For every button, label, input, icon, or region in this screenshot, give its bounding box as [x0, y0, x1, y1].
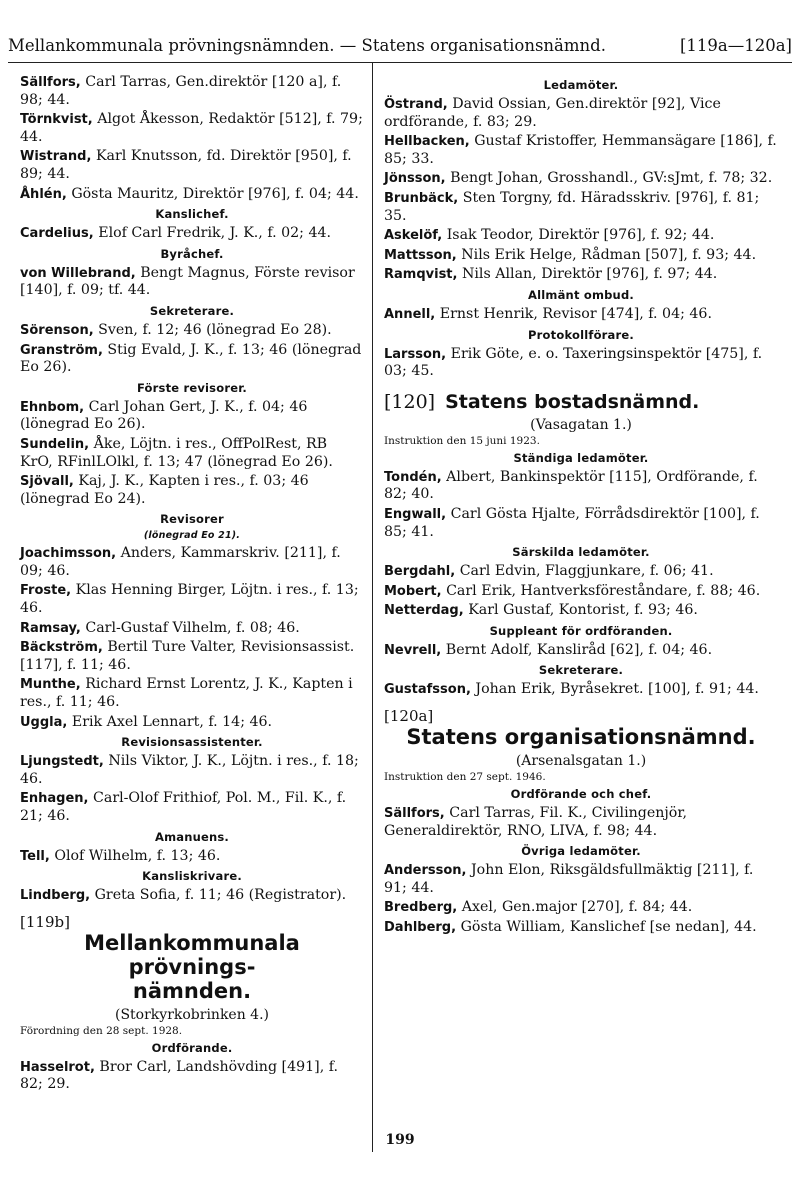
person-details: Richard Ernst Lorentz, J. K., Kapten i res., f. 11; 46.: [20, 676, 353, 711]
person-details: Sven, f. 12; 46 (lönegrad Eo 28).: [98, 321, 332, 338]
section-heading: Ledamöter.: [543, 78, 619, 92]
person-name: Sällfors,: [384, 806, 445, 822]
person-entry: [20, 714, 364, 732]
person-name: Cardelius,: [20, 226, 94, 242]
person-details: Anders, Kammarskriv. [211], f. 09; 46.: [20, 545, 341, 579]
person-entry: [384, 583, 778, 601]
person-details: Gustaf Kristoffer, Hemmansägare [186], f. 85; 33.: [384, 133, 777, 167]
person-name: Wistrand,: [20, 149, 92, 165]
person-entry: [20, 848, 364, 866]
section-heading: Byråchef.: [160, 246, 224, 261]
person-entry: [20, 753, 364, 788]
person-details: Johan Erik, Byråsekret. [100], f. 91; 44.: [475, 681, 759, 698]
person-details: Olof Wilhelm, f. 13; 46.: [54, 847, 221, 864]
person-name: Netterdag,: [384, 603, 464, 619]
person-details: Bertil Ture Valter, Revisionsassist. [117], f. 11; 46.: [20, 639, 355, 673]
person-name: Törnkvist,: [20, 112, 93, 128]
person-name: Östrand,: [384, 97, 448, 112]
section-heading: Ordförande.: [151, 1040, 233, 1055]
person-name: Sjövall,: [20, 474, 74, 490]
section-heading: Amanuens.: [154, 829, 230, 844]
section-heading: Ständiga ledamöter.: [513, 450, 649, 465]
person-details: Carl-Gustaf Vilhelm, f. 08; 46.: [85, 619, 300, 636]
page-number: 199: [385, 1132, 415, 1148]
person-details: John Elon, Riksgäldsfullmäktig [211], f. 91; 44.: [384, 862, 754, 896]
section-heading: Protokollförare.: [528, 327, 634, 342]
column-divider: [372, 62, 373, 1152]
person-name: Hasselrot,: [20, 1059, 95, 1075]
person-entry: [20, 265, 364, 300]
person-entry: [20, 676, 364, 711]
person-name: Ljungstedt,: [20, 754, 104, 770]
person-name: Enhagen,: [20, 791, 89, 807]
person-details: Ernst Henrik, Revisor [474], f. 04; 46.: [439, 305, 712, 322]
section-code: [119b]: [20, 912, 70, 931]
person-details: Greta Sofia, f. 11; 46 (Registrator).: [94, 887, 347, 904]
person-entry: [20, 545, 364, 580]
person-name: Joachimsson,: [20, 546, 117, 562]
section-heading: Förste revisorer.: [136, 380, 248, 395]
person-details: Bernt Adolf, Kansliråd [62], f. 04; 46.: [445, 641, 713, 658]
person-details: Bengt Magnus, Förste revisor [140], f. 09; tf. 44.: [20, 264, 355, 299]
person-entry: [20, 639, 364, 674]
person-entry: [384, 506, 778, 541]
agency-ordinance: Förordning den 28 sept. 1928.: [20, 1024, 183, 1037]
person-details: Carl Johan Gert, J. K., f. 04; 46 (lönegrad Eo 26).: [20, 398, 308, 433]
section-heading: Sekreterare.: [538, 663, 624, 678]
section-heading: Revisorer: [160, 512, 224, 527]
agency-title: Statens organisationsnämnd.: [406, 725, 756, 750]
person-entry: [384, 133, 778, 168]
person-entry: [384, 306, 778, 324]
person-details: Carl Erik, Hantverksföreståndare, f. 88; 46.: [446, 582, 761, 599]
person-name: Tondén,: [384, 469, 442, 485]
person-details: Klas Henning Birger, Löjtn. i res., f. 13; 46.: [20, 582, 359, 617]
section-heading: Särskilda ledamöter.: [512, 545, 650, 560]
person-name: Sundelin,: [20, 436, 90, 452]
section-heading: Sekreterare.: [149, 303, 235, 318]
person-entry: [384, 346, 778, 381]
person-details: Albert, Bankinspektör [115], Ordförande, f. 82; 40.: [384, 468, 758, 503]
person-details: Isak Teodor, Direktör [976], f. 92; 44.: [446, 227, 715, 244]
person-name: Ehnbom,: [20, 399, 85, 415]
agency-address: (Vasagatan 1.): [530, 416, 632, 433]
person-details: Nils Viktor, J. K., Löjtn. i res., f. 18; 46.: [20, 753, 359, 787]
agency-address: (Arsenalsgatan 1.): [515, 753, 647, 770]
header-title: Mellankommunala prövningsnämnden. — Statens organisationsnämnd.: [8, 36, 606, 55]
header-section-range: [119a—120a]: [679, 36, 792, 55]
section-heading: Kanslichef.: [155, 207, 229, 222]
person-details: Nils Erik Helge, Rådman [507], f. 93; 44.: [461, 246, 757, 263]
person-entry: [20, 582, 364, 617]
person-entry: [384, 563, 778, 581]
person-name: Sörenson,: [20, 322, 94, 338]
person-details: Kaj, J. K., Kapten i res., f. 03; 46 (lönegrad Eo 24).: [20, 473, 309, 507]
person-entry: [20, 111, 364, 146]
person-details: Elof Carl Fredrik, J. K., f. 02; 44.: [98, 225, 332, 242]
person-details: Gösta William, Kanslichef [se nedan], 44.: [460, 919, 757, 936]
person-entry: [384, 469, 778, 504]
right-column: [384, 74, 778, 939]
person-name: Bergdahl,: [384, 564, 456, 580]
person-name: Hellbacken,: [384, 134, 470, 150]
person-entry: [384, 227, 778, 245]
person-entry: [384, 190, 778, 225]
person-entry: [20, 790, 364, 825]
person-name: Åhlén,: [20, 186, 67, 202]
section-heading: Kansliskrivare.: [142, 869, 242, 884]
person-details: Carl-Olof Frithiof, Pol. M., Fil. K., f. 21; 46.: [20, 790, 347, 824]
agency-address: (Storkyrkobrinken 4.): [115, 1006, 269, 1023]
agency-title: Mellankommunala prövnings-: [84, 930, 300, 979]
section-header-120: [384, 391, 778, 413]
person-name: Larsson,: [384, 346, 447, 362]
person-name: Annell,: [384, 306, 436, 322]
person-details: Stig Evald, J. K., f. 13; 46 (lönegrad Eo 26).: [20, 341, 362, 376]
person-name: Lindberg,: [20, 888, 91, 904]
person-entry: [20, 436, 364, 471]
person-details: Carl Gösta Hjalte, Förrådsdirektör [100], f. 85; 41.: [384, 505, 760, 540]
agency-instruction: Instruktion den 15 juni 1923.: [384, 434, 540, 447]
person-entry: [20, 74, 364, 109]
person-entry: [20, 148, 364, 183]
person-details: Nils Allan, Direktör [976], f. 97; 44.: [461, 266, 718, 283]
person-details: Åke, Löjtn. i res., OffPolRest, RB KrO, RFinlLOlkl, f. 13; 47 (lönegrad Eo 26).: [20, 435, 333, 470]
person-details: Karl Knutsson, fd. Direktör [950], f. 89; 44.: [20, 148, 352, 182]
person-details: Erik Axel Lennart, f. 14; 46.: [71, 713, 273, 730]
person-entry: [384, 899, 778, 917]
person-details: Carl Tarras, Gen.direktör [120 a], f. 98; 44.: [20, 74, 342, 108]
person-entry: [20, 342, 364, 377]
person-name: Bredberg,: [384, 900, 458, 916]
person-entry: [384, 862, 778, 897]
person-details: Sten Torgny, fd. Häradsskriv. [976], f. 81; 35.: [384, 189, 760, 224]
person-entry: [384, 642, 778, 660]
person-details: Karl Gustaf, Kontorist, f. 93; 46.: [468, 602, 698, 619]
person-entry: [20, 1059, 364, 1094]
section-heading: Suppleant för ordföranden.: [489, 623, 673, 638]
person-details: Bror Carl, Landshövding [491], f. 82; 29.: [20, 1058, 338, 1093]
person-name: Dahlberg,: [384, 920, 457, 936]
person-entry: [384, 96, 778, 131]
section-heading: Övriga ledamöter.: [521, 844, 641, 859]
section-code: [120]: [384, 390, 436, 413]
person-name: Froste,: [20, 583, 72, 599]
person-entry: [384, 170, 778, 188]
person-name: Brunbäck,: [384, 190, 459, 206]
person-name: von Willebrand,: [20, 265, 136, 281]
person-details: Bengt Johan, Grosshandl., GV:sJmt, f. 78; 32.: [450, 170, 773, 187]
person-entry: [20, 620, 364, 638]
person-entry: [20, 887, 364, 905]
person-entry: [20, 186, 364, 204]
agency-title-cont: nämnden.: [132, 978, 252, 1003]
person-name: Andersson,: [384, 863, 467, 879]
agency-title: Statens bostadsnämnd.: [445, 390, 700, 413]
person-name: Askelöf,: [384, 228, 443, 244]
section-heading: Allmänt ombud.: [528, 287, 634, 302]
person-details: Carl Tarras, Fil. K., Civilingenjör, Generaldirektör, RNO, LIVA, f. 98; 44.: [384, 805, 688, 839]
person-name: Nevrell,: [384, 642, 442, 658]
person-name: Jönsson,: [384, 171, 446, 187]
person-entry: [384, 681, 778, 699]
person-name: Tell,: [20, 848, 50, 864]
section-heading: Revisionsassistenter.: [121, 735, 263, 750]
person-entry: [20, 225, 364, 243]
section-subheading: (lönegrad Eo 21).: [143, 530, 241, 542]
person-entry: [384, 247, 778, 265]
person-details: Carl Edvin, Flaggjunkare, f. 06; 41.: [459, 563, 714, 580]
person-name: Uggla,: [20, 714, 68, 730]
person-name: Ramqvist,: [384, 267, 458, 283]
person-entry: [384, 602, 778, 620]
person-name: Bäckström,: [20, 640, 103, 656]
person-entry: [384, 266, 778, 284]
person-details: Algot Åkesson, Redaktör [512], f. 79; 44.: [20, 111, 363, 145]
section-code: [120a]: [384, 707, 434, 726]
left-column: [20, 74, 364, 1096]
person-details: Erik Göte, e. o. Taxeringsinspektör [475], f. 03; 45.: [384, 345, 763, 380]
running-header: [8, 36, 792, 60]
person-name: Gustafsson,: [384, 682, 471, 698]
person-entry: [20, 322, 364, 340]
section-heading: Ordförande och chef.: [510, 787, 652, 802]
person-name: Munthe,: [20, 677, 81, 693]
person-name: Mobert,: [384, 583, 442, 599]
person-entry: [384, 805, 778, 840]
person-details: Gösta Mauritz, Direktör [976], f. 04; 44.: [71, 185, 359, 202]
header-rule: [8, 62, 792, 63]
person-details: Axel, Gen.major [270], f. 84; 44.: [461, 899, 693, 916]
person-entry: [20, 399, 364, 434]
person-name: Sällfors,: [20, 75, 81, 90]
person-name: Granström,: [20, 342, 103, 358]
person-entry: [384, 919, 778, 937]
person-entry: [20, 473, 364, 508]
person-name: Engwall,: [384, 506, 447, 522]
person-details: David Ossian, Gen.direktör [92], Vice ordförande, f. 83; 29.: [384, 96, 721, 130]
person-name: Mattsson,: [384, 247, 457, 263]
person-name: Ramsay,: [20, 620, 81, 636]
agency-instruction: Instruktion den 27 sept. 1946.: [384, 771, 546, 784]
